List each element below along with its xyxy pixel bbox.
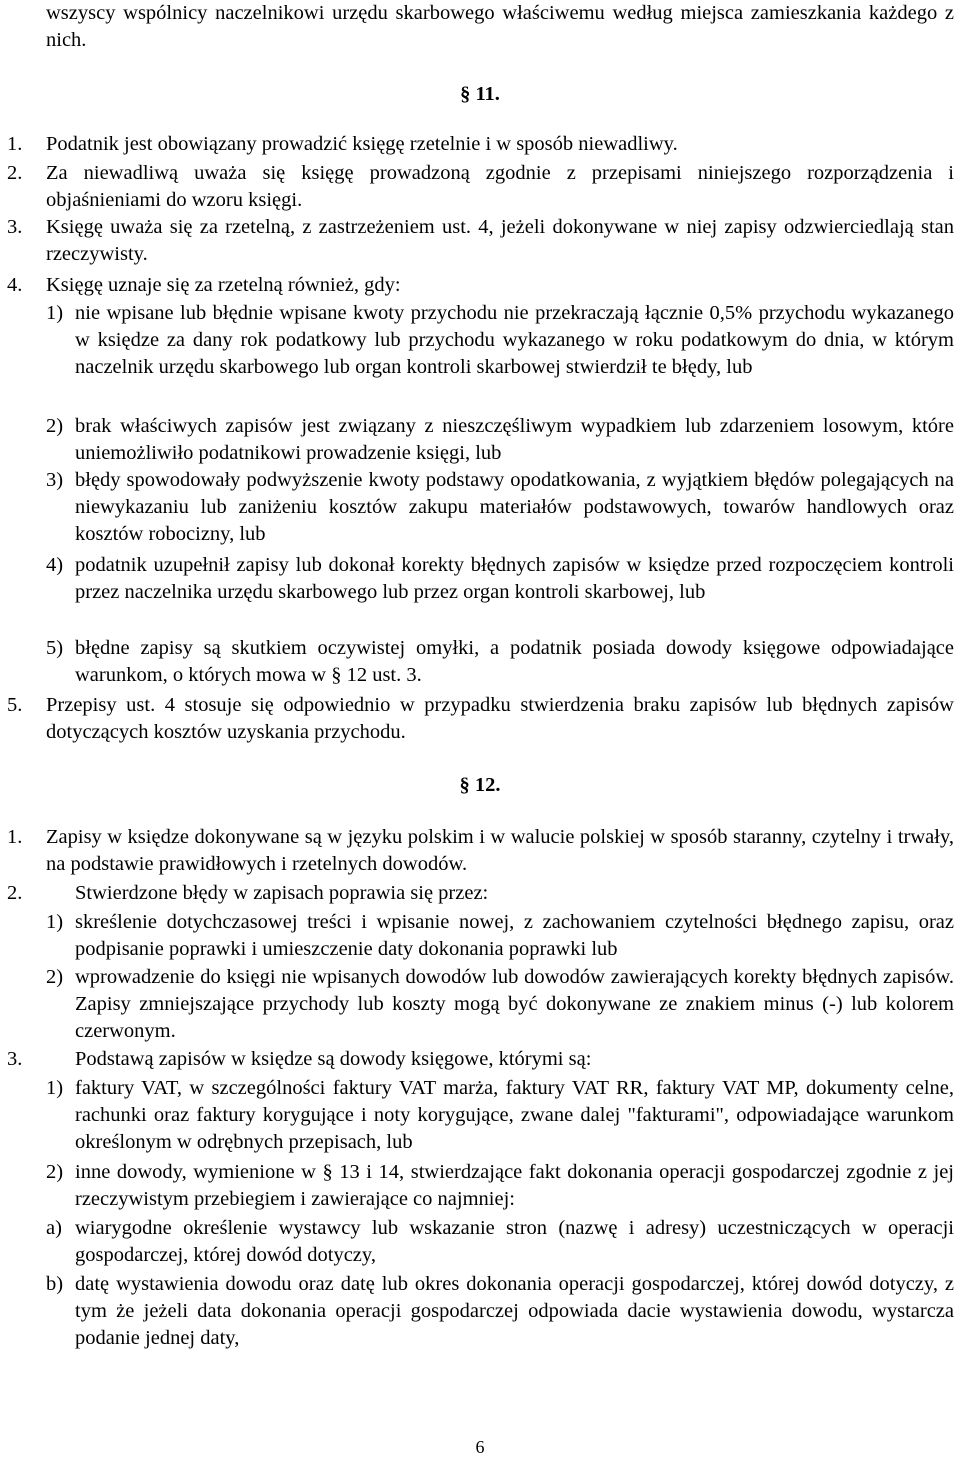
s12-p2-item-2-number: 2) xyxy=(46,966,64,988)
s11-p4-number: 4. xyxy=(7,274,23,296)
section-12-heading: § 12. xyxy=(459,774,501,796)
page-number: 6 xyxy=(475,1437,485,1457)
s12-p3-item-2-text: inne dowody, wymienione w § 13 i 14, stwierdzające fakt dokonania operacji gospodarczej zgodnie z jej rzeczywistym przebiegiem i zawierające co najmniej: xyxy=(75,1161,954,1211)
s11-p1-text: Podatnik jest obowiązany prowadzić księgę rzetelnie i w sposób niewadliwy. xyxy=(46,133,678,155)
s12-p3-item-1-text: faktury VAT, w szczególności faktury VAT marża, faktury VAT RR, faktury VAT MP, dokumenty celne, rachunki oraz faktury korygujące i noty korygujące, zwane dalej "fakturami", odpowiadające warunkom określonym w odrębnych przepisach, lub xyxy=(75,1077,954,1154)
s11-p4-item-1-number: 1) xyxy=(46,302,64,324)
s12-p3-number: 3. xyxy=(7,1048,23,1070)
s12-p2-number: 2. xyxy=(7,882,23,904)
s12-p2-item-2-text: wprowadzenie do księgi nie wpisanych dowodów lub dowodów zawierających korekty błędnych zapisów. Zapisy zmniejszające przychody lub koszty mogą być dokonywane ze znakiem minus (-) lub kolorem czerwonym. xyxy=(75,966,954,1043)
s11-p2-text: Za niewadliwą uważa się księgę prowadzoną zgodnie z przepisami niniejszego rozporządzenia i objaśnieniami do wzoru księgi. xyxy=(46,162,954,212)
s11-p4-item-3-text: błędy spowodowały podwyższenie kwoty podstawy opodatkowania, z wyjątkiem błędów polegających na niewykazaniu lub zaniżeniu kosztów zakupu materiałów podstawowych, towarów handlowych oraz kosztów robocizny, lub xyxy=(75,469,954,546)
s12-p3-item-1-number: 1) xyxy=(46,1077,64,1099)
intro-paragraph: wszyscy wspólnicy naczelnikowi urzędu skarbowego właściwemu według miejsca zamieszkania każdego z nich. xyxy=(46,2,954,52)
s12-p1-number: 1. xyxy=(7,826,23,848)
s11-p4-item-1-text: nie wpisane lub błędnie wpisane kwoty przychodu nie przekraczają łącznie 0,5% przychodu wykazanego w księdze za dany rok podatkowy lub przychodu wykazanego w roku podatkowym do dnia, w którym naczelnik urzędu skarbowego lub organ kontroli skarbowej stwierdził te błędy, lub xyxy=(75,302,954,379)
s11-p5-text: Przepisy ust. 4 stosuje się odpowiednio w przypadku stwierdzenia braku zapisów lub błędnych zapisów dotyczących kosztów uzyskania przychodu. xyxy=(46,694,954,744)
s11-p4-item-2-number: 2) xyxy=(46,415,64,437)
s12-p3-subitem-a-number: a) xyxy=(46,1217,62,1239)
s12-p2-item-1-text: skreślenie dotychczasowej treści i wpisanie nowej, z zachowaniem czytelności błędnego zapisu, oraz podpisanie poprawki i umieszczenie daty dokonania poprawki lub xyxy=(75,911,954,961)
s12-p3-item-2-number: 2) xyxy=(46,1161,64,1183)
s12-p3-subitem-a-text: wiarygodne określenie wystawcy lub wskazanie stron (nazwę i adresy) uczestniczących w operacji gospodarczej, której dowód dotyczy, xyxy=(75,1217,954,1267)
s12-p3-subitem-b-text: datę wystawienia dowodu oraz datę lub okres dokonania operacji gospodarczej, której dowód dotyczy, z tym że jeżeli data dokonania operacji gospodarczej odpowiada dacie wystawienia dowodu, wystarcza podanie jednej daty, xyxy=(75,1273,954,1350)
s11-p2-number: 2. xyxy=(7,162,23,184)
s11-p3-text: Księgę uważa się za rzetelną, z zastrzeżeniem ust. 4, jeżeli dokonywane w niej zapisy odzwierciedlają stan rzeczywisty. xyxy=(46,216,954,266)
s11-p4-item-5-number: 5) xyxy=(46,637,64,659)
s11-p5-number: 5. xyxy=(7,694,23,716)
s11-p4-item-3-number: 3) xyxy=(46,469,64,491)
s11-p4-item-4-number: 4) xyxy=(46,554,64,576)
s11-p3-number: 3. xyxy=(7,216,23,238)
s11-p4-item-5-text: błędne zapisy są skutkiem oczywistej omyłki, a podatnik posiada dowody księgowe odpowiadające warunkom, o których mowa w § 12 ust. 3. xyxy=(75,637,954,687)
s11-p4-text: Księgę uznaje się za rzetelną również, gdy: xyxy=(46,274,401,296)
section-11-heading: § 11. xyxy=(460,83,500,105)
s11-p4-item-4-text: podatnik uzupełnił zapisy lub dokonał korekty błędnych zapisów w księdze przed rozpoczęciem kontroli przez naczelnika urzędu skarbowego lub przez organ kontroli skarbowej, lub xyxy=(75,554,954,604)
s12-p3-subitem-b-number: b) xyxy=(46,1273,64,1295)
s11-p4-item-2-text: brak właściwych zapisów jest związany z nieszczęśliwym wypadkiem lub zdarzeniem losowym, które uniemożliwiło podatnikowi prowadzenie księgi, lub xyxy=(75,415,954,465)
s12-p1-text: Zapisy w księdze dokonywane są w języku polskim i w walucie polskiej w sposób staranny, czytelny i trwały, na podstawie prawidłowych i rzetelnych dowodów. xyxy=(46,826,954,876)
s12-p2-text: Stwierdzone błędy w zapisach poprawia się przez: xyxy=(75,882,489,904)
s12-p3-text: Podstawą zapisów w księdze są dowody księgowe, którymi są: xyxy=(75,1048,592,1070)
s11-p1-number: 1. xyxy=(7,133,23,155)
s12-p2-item-1-number: 1) xyxy=(46,911,64,933)
